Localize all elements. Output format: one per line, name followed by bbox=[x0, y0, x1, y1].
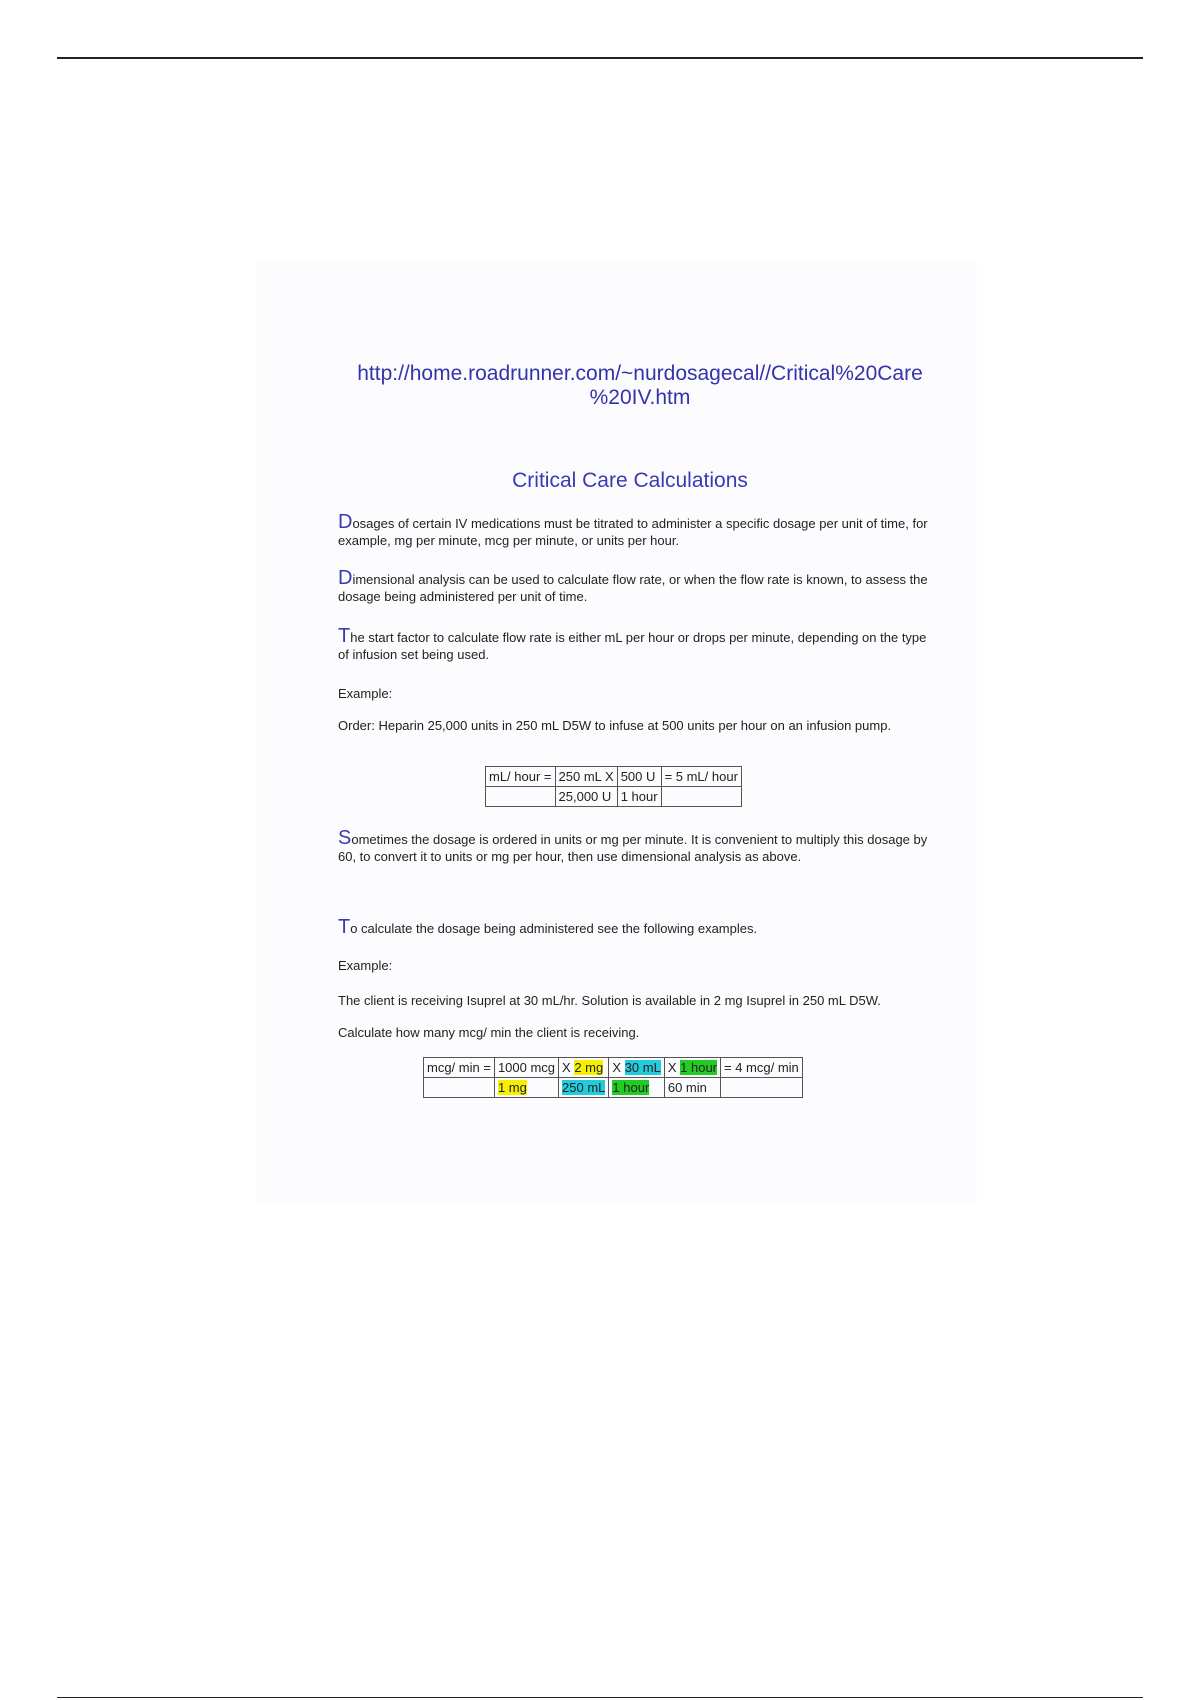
example-label: Example: bbox=[338, 686, 393, 701]
table-row bbox=[424, 1058, 803, 1078]
paragraph-text: o calculate the dosage being administered see the following examples. bbox=[350, 921, 758, 936]
drop-cap: S bbox=[338, 827, 352, 849]
paragraph-calculate: Calculate how many mcg/ min the client is receiving. bbox=[338, 1025, 640, 1040]
table-row bbox=[486, 787, 742, 807]
paragraph-text: he start factor to calculate flow rate is either mL per hour or drops per minute, depending on the type of infusion set being used. bbox=[338, 630, 927, 662]
table-cell bbox=[721, 1078, 803, 1098]
drop-cap: D bbox=[338, 567, 353, 589]
table-cell: = 4 mcg/ min bbox=[721, 1058, 803, 1078]
cell-text: X bbox=[667, 1060, 677, 1075]
paragraph-dimensional bbox=[338, 567, 938, 605]
highlighted-text: 1 hour bbox=[612, 1080, 650, 1095]
table-cell bbox=[559, 1058, 609, 1078]
paragraph-to-calculate bbox=[338, 916, 938, 938]
highlighted-text: 250 mL bbox=[562, 1080, 606, 1095]
table-cell: 25,000 U bbox=[555, 787, 617, 807]
table-cell: 1000 mcg bbox=[494, 1058, 558, 1078]
paragraph-start-factor bbox=[338, 625, 938, 663]
table-cell: mL/ hour = bbox=[486, 767, 556, 787]
table-cell: 500 U bbox=[617, 767, 661, 787]
table-cell bbox=[661, 787, 741, 807]
source-url-line1: http://home.roadrunner.com/~nurdosagecal//Critical%20Care bbox=[357, 362, 923, 385]
bottom-rule bbox=[57, 1697, 1143, 1698]
cell-text: X bbox=[562, 1060, 571, 1075]
heparin-calc-table bbox=[485, 766, 742, 807]
highlighted-text: 30 mL bbox=[624, 1060, 661, 1075]
table-cell: 1 hour bbox=[617, 787, 661, 807]
table-cell: 60 min bbox=[664, 1078, 720, 1098]
highlighted-text: 1 mg bbox=[497, 1080, 527, 1095]
source-url-line2: %20IV.htm bbox=[589, 386, 691, 409]
table-cell bbox=[494, 1078, 558, 1098]
table-cell: 250 mL X bbox=[555, 767, 617, 787]
table-cell bbox=[559, 1078, 609, 1098]
example-label: Example: bbox=[338, 958, 393, 973]
paragraph-text: ometimes the dosage is ordered in units or mg per minute. It is convenient to multiply this dosage by 60, to convert it to units or mg per hour, then use dimensional analysis as above. bbox=[338, 832, 928, 864]
drop-cap: T bbox=[338, 625, 351, 647]
top-rule bbox=[57, 57, 1143, 59]
paragraph-order: Order: Heparin 25,000 units in 250 mL D5W to infuse at 500 units per hour on an infusion pump. bbox=[338, 718, 892, 733]
highlighted-text: 2 mg bbox=[574, 1060, 604, 1075]
drop-cap: T bbox=[338, 916, 351, 938]
table-cell: = 5 mL/ hour bbox=[661, 767, 741, 787]
table-cell bbox=[486, 787, 556, 807]
isuprel-calc-table bbox=[423, 1057, 803, 1098]
cell-text: X bbox=[612, 1060, 622, 1075]
table-cell bbox=[609, 1078, 664, 1098]
paragraph-isuprel: The client is receiving Isuprel at 30 mL/hr. Solution is available in 2 mg Isuprel in 250 mL D5W. bbox=[338, 993, 881, 1008]
table-row bbox=[486, 767, 742, 787]
table-cell bbox=[424, 1078, 495, 1098]
table-cell: mcg/ min = bbox=[424, 1058, 495, 1078]
table-cell bbox=[609, 1058, 664, 1078]
paragraph-dosages bbox=[338, 511, 938, 549]
source-url[interactable] bbox=[330, 362, 950, 410]
page-title: Critical Care Calculations bbox=[512, 469, 748, 492]
table-cell bbox=[664, 1058, 720, 1078]
highlighted-text: 1 hour bbox=[680, 1060, 718, 1075]
paragraph-text: imensional analysis can be used to calculate flow rate, or when the flow rate is known, to assess the dosage being administered per unit of time. bbox=[338, 572, 928, 604]
paragraph-text: osages of certain IV medications must be titrated to administer a specific dosage per unit of time, for example, mg per minute, mcg per minute, or units per hour. bbox=[338, 516, 928, 548]
table-row bbox=[424, 1078, 803, 1098]
drop-cap: D bbox=[338, 511, 353, 533]
paragraph-sometimes bbox=[338, 827, 938, 865]
